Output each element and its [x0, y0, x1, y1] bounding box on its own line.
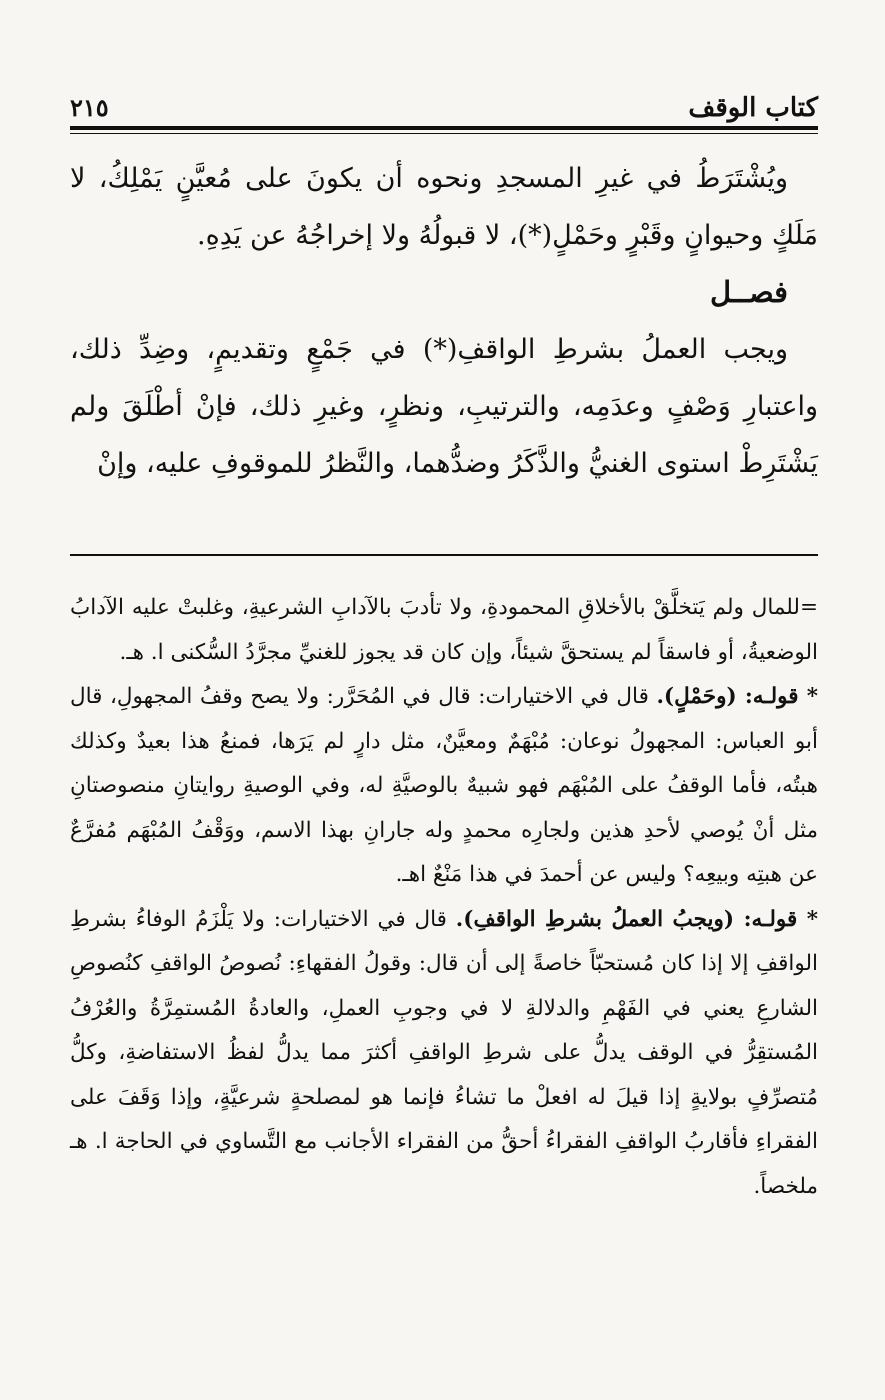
- footnote-1-body: قال في الاختيارات: قال في المُحَرَّر: ولا يصح وقفُ المجهولِ، قال أبو العباس: المجهولُ نوعان: مُبْهَمٌ ومعيَّنٌ، مثل دارٍ لم يَرَها، فمنعُ هذا بعيدٌ وكذلك هبتُه، فأما الوقفُ على المُبْهَم فهو شبيهٌ بالوصيَّةِ له، وفي الوصيةِ روايتانِ منصوصتانِ مثل أنْ يُوصي لأحدِ هذين ولجارِه محمدٍ وله جارانِ بهذا الاسم، ووَقْفُ المُبْهَم مُفرَّعٌ عن هبتِه وبيعِه؟ وليس عن أحمدَ في هذا مَنْعٌ اهـ.: [70, 684, 818, 887]
- footnote-2-body: قال في الاختيارات: ولا يَلْزَمُ الوفاءُ بشرطِ الواقفِ إلا إذا كان مُستحبّاً خاصةً إلى أن قال: وقولُ الفقهاءِ: نُصوصُ الواقفِ كنُصوصِ الشارعِ يعني في الفَهْمِ والدلالةِ لا في وجوبِ العملِ، والعادةُ المُستمِرَّةُ والعُرْفُ المُستقِرُّ في الوقف يدلُّ على شرطِ الواقفِ أكثرَ مما يدلُّ لفظُ الاستفاضةِ، وكلُّ مُتصرِّفٍ بولايةٍ إذا قيلَ له افعلْ ما تشاءُ فإنما هو لمصلحةٍ شرعيَّةٍ، وإذا وَقَفَ على الفقراءِ فأقاربُ الواقفِ الفقراءُ أحقُّ من الفقراء الأجانب مع التَّساوي في الحاجة ا. هـ ملخصاً.: [70, 906, 818, 1199]
- header-rule-thick: [70, 126, 818, 130]
- page-header: [70, 84, 818, 124]
- main-text: [70, 150, 818, 492]
- main-paragraph-1: ويُشْتَرَطُ في غيرِ المسجدِ ونحوه أن يكونَ على مُعيَّنٍ يَمْلِكُ، لا مَلَكٍ وحيوانٍ وقَبْرٍ وحَمْلٍ(*)، لا قبولُهُ ولا إخراجُهُ عن يَدِهِ.: [70, 163, 818, 251]
- main-paragraph-2: ويجب العملُ بشرطِ الواقفِ(*) في جَمْعٍ وتقديمٍ، وضِدِّ ذلك، واعتبارِ وَصْفٍ وعدَمِه، والترتيبِ، ونظرٍ، وغيرِ ذلك، فإنْ أطْلَقَ ولم يَشْتَرِطْ استوى الغنيُّ والذَّكَرُ وضدُّهما، والنَّظرُ للموقوفِ عليه، وإنْ: [70, 334, 818, 479]
- footnote-1-lead: * قولـه: (وحَمْلٍ).: [656, 684, 818, 709]
- footnote-separator: [70, 554, 818, 556]
- footnote-continuation: =للمال ولم يَتخلَّقْ بالأخلاقِ المحمودةِ، ولا تأدبَ بالآدابِ الشرعيةِ، وغلبتْ عليه الآدابُ الوضعيةُ، أو فاسقاً لم يستحقَّ شيئاً، وإن كان قد يجوز للغنيِّ مجرَّدُ السُّكنى ا. هـ.: [70, 595, 818, 665]
- footnote-1: [70, 675, 818, 898]
- section-heading: فصــل: [710, 275, 788, 309]
- footnote-2: [70, 898, 818, 1210]
- footnotes: [70, 586, 818, 1209]
- footnote-2-lead: * قولـه: (ويجبُ العملُ بشرطِ الواقفِ).: [455, 906, 818, 932]
- page-number: ٢١٥: [70, 93, 109, 122]
- running-title: كتاب الوقف: [688, 93, 818, 123]
- header-rule-thin: [70, 133, 818, 134]
